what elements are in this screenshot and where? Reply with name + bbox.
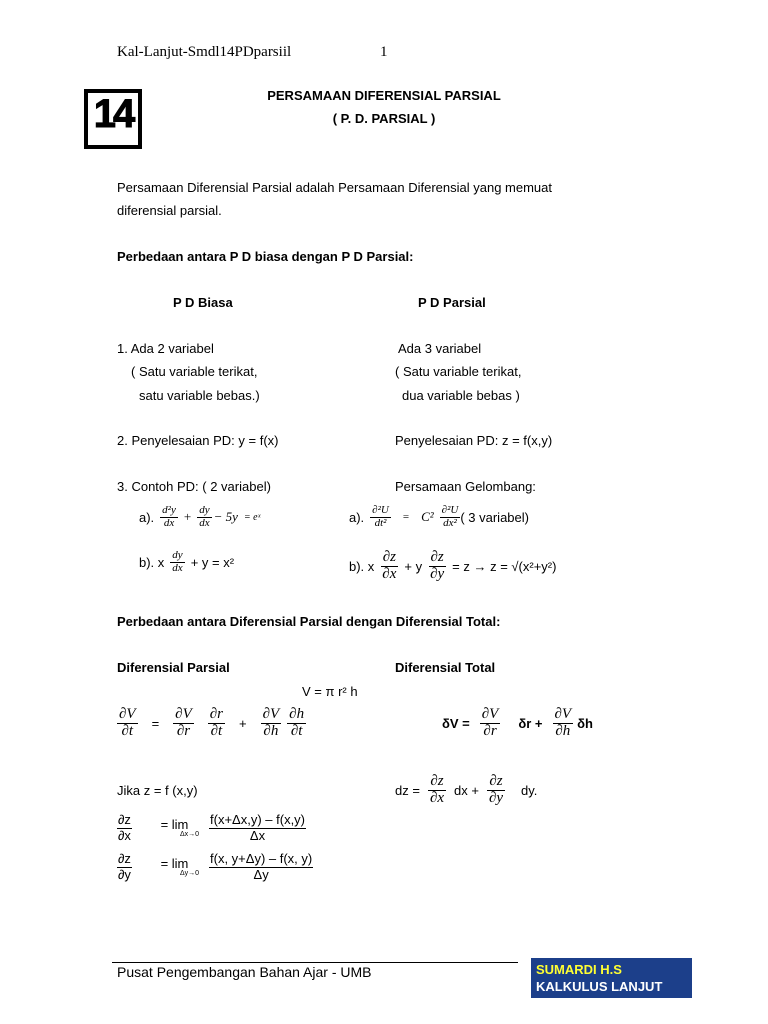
fraction: $\frac{\text{d²y}}{dx}$ [162, 504, 176, 529]
item3-left: 3. Contoh PD: ( 2 variabel) [117, 479, 271, 494]
fraction: $\frac{\partial z}{\partial y}$ [118, 851, 131, 882]
jika-statement: Jika z = f (x,y) [117, 783, 198, 798]
footer-course: KALKULUS LANJUT [536, 979, 663, 994]
footer-author-box [531, 958, 692, 998]
item1-right-1: Ada 3 variabel [398, 341, 482, 356]
fraction: $\frac{\partial V}{\partial h}$ [262, 706, 280, 739]
footer-rule [112, 962, 518, 963]
fraction: $\frac{\text{∂²U}}{\text{dx²}}$ [441, 504, 459, 529]
fraction: $\frac{\partial z}{\partial y}$ [488, 773, 504, 806]
item1-left-1: 1. Ada 2 variabel [117, 341, 214, 356]
item2-left: 2. Penyelesaian PD: y = f(x) [117, 433, 279, 448]
eq-b-right: b). x $\frac{\partial z}{\partial x}$ + y $\frac{\partial z}{\partial y}$ = z → z = √(x²+y²) [349, 549, 557, 582]
fraction: $\frac{\partial z}{\partial x}$ [429, 773, 445, 806]
item3-right: Persamaan Gelombang: [395, 479, 536, 494]
page-number: 1 [380, 44, 388, 60]
page-title: PERSAMAAN DIFERENSIAL PARSIAL [267, 88, 501, 103]
fraction: $\frac{\text{∂²U}}{\text{dt²}}$ [372, 504, 389, 529]
fraction: $\frac{\partial V}{\partial h}$ [554, 706, 572, 739]
section2-heading: Perbedaan antara Diferensial Parsial dengan Diferensial Total: [117, 614, 501, 629]
eq-a-left: a). $\frac{\text{d²y}}{dx}$ + $\frac{dy}{dx}$ − 5y = eˣ [139, 504, 261, 529]
volume-formula: V = π r² h [302, 684, 358, 699]
fraction: $\frac{\partial V}{\partial r}$ [175, 706, 192, 739]
fraction: $\frac{\partial V}{\partial t}$ [119, 706, 136, 739]
col-pd-biasa: P D Biasa [173, 295, 233, 310]
dz-equation: dz = $\frac{\partial z}{\partial x}$ dx + $\frac{\partial z}{\partial y}$ dy. [395, 773, 538, 806]
item1-left-3: satu variable bebas.) [139, 388, 260, 403]
document-header-title: Kal-Lanjut-Smdl14PDparsiil [117, 44, 292, 60]
limit-definition-y: $\frac{\partial z}{\partial y}$ = lim Δy→0 f(x, y+Δy) – f(x, y) Δy [118, 851, 313, 882]
fraction: $\frac{\partial z}{\partial x}$ [382, 549, 397, 582]
col-pd-parsial: P D Parsial [418, 295, 486, 310]
col-diferensial-parsial: Diferensial Parsial [117, 660, 230, 675]
eq-a-right: a). $\frac{\text{∂²U}}{\text{dt²}}$ = C² $\frac{\text{∂²U}}{\text{dx²}}$ ( 3 variabel) [349, 504, 529, 529]
item1-left-2: ( Satu variable terikat, [131, 364, 258, 379]
fraction: $\frac{\partial z}{\partial x}$ [118, 812, 131, 843]
eq-b-left: b). x $\frac{dy}{dx}$ + y = x² [139, 549, 235, 574]
fraction: $\frac{dy}{dx}$ [199, 504, 210, 529]
intro-line-1: Persamaan Diferensial Parsial adalah Persamaan Diferensial yang memuat [117, 180, 552, 195]
fraction: f(x, y+Δy) – f(x, y) Δy [210, 851, 313, 882]
fraction: f(x+Δx,y) – f(x,y) Δx [210, 812, 306, 843]
item1-right-3: dua variable bebas ) [402, 388, 520, 403]
section1-heading: Perbedaan antara P D biasa dengan P D Parsial: [117, 249, 414, 264]
item2-right: Penyelesaian PD: z = f(x,y) [395, 433, 553, 448]
chain-rule-equation: $\frac{\partial V}{\partial t}$ = $\frac{\partial V}{\partial r}$ $\frac{\partial r}{\partial t}$ + $\frac{\partial V}{\partial h}$ $\frac{\partial h}{\partial t}$ [119, 706, 305, 739]
intro-line-2: diferensial parsial. [117, 203, 222, 218]
col-diferensial-total: Diferensial Total [395, 660, 496, 675]
page-subtitle: ( P. D. PARSIAL ) [332, 111, 436, 126]
total-differential-equation: δV = $\frac{\partial V}{\partial r}$ δr + $\frac{\partial V}{\partial h}$ δh [442, 706, 593, 739]
footer-publisher: Pusat Pengembangan Bahan Ajar - UMB [117, 964, 372, 980]
item1-right-2: ( Satu variable terikat, [395, 364, 522, 379]
fraction: $\frac{\partial z}{\partial y}$ [430, 549, 445, 582]
fraction: $\frac{\partial r}{\partial t}$ [209, 706, 223, 739]
fraction: $\frac{dy}{dx}$ [172, 549, 183, 574]
fraction: $\frac{\partial V}{\partial r}$ [481, 706, 499, 739]
footer-author: SUMARDI H.S [536, 962, 622, 977]
chapter-number: 14 [93, 92, 133, 136]
limit-definition-x: $\frac{\partial z}{\partial x}$ = lim Δx→0 f(x+Δx,y) – f(x,y) Δx [118, 812, 306, 843]
fraction: $\frac{\partial h}{\partial t}$ [289, 706, 305, 739]
